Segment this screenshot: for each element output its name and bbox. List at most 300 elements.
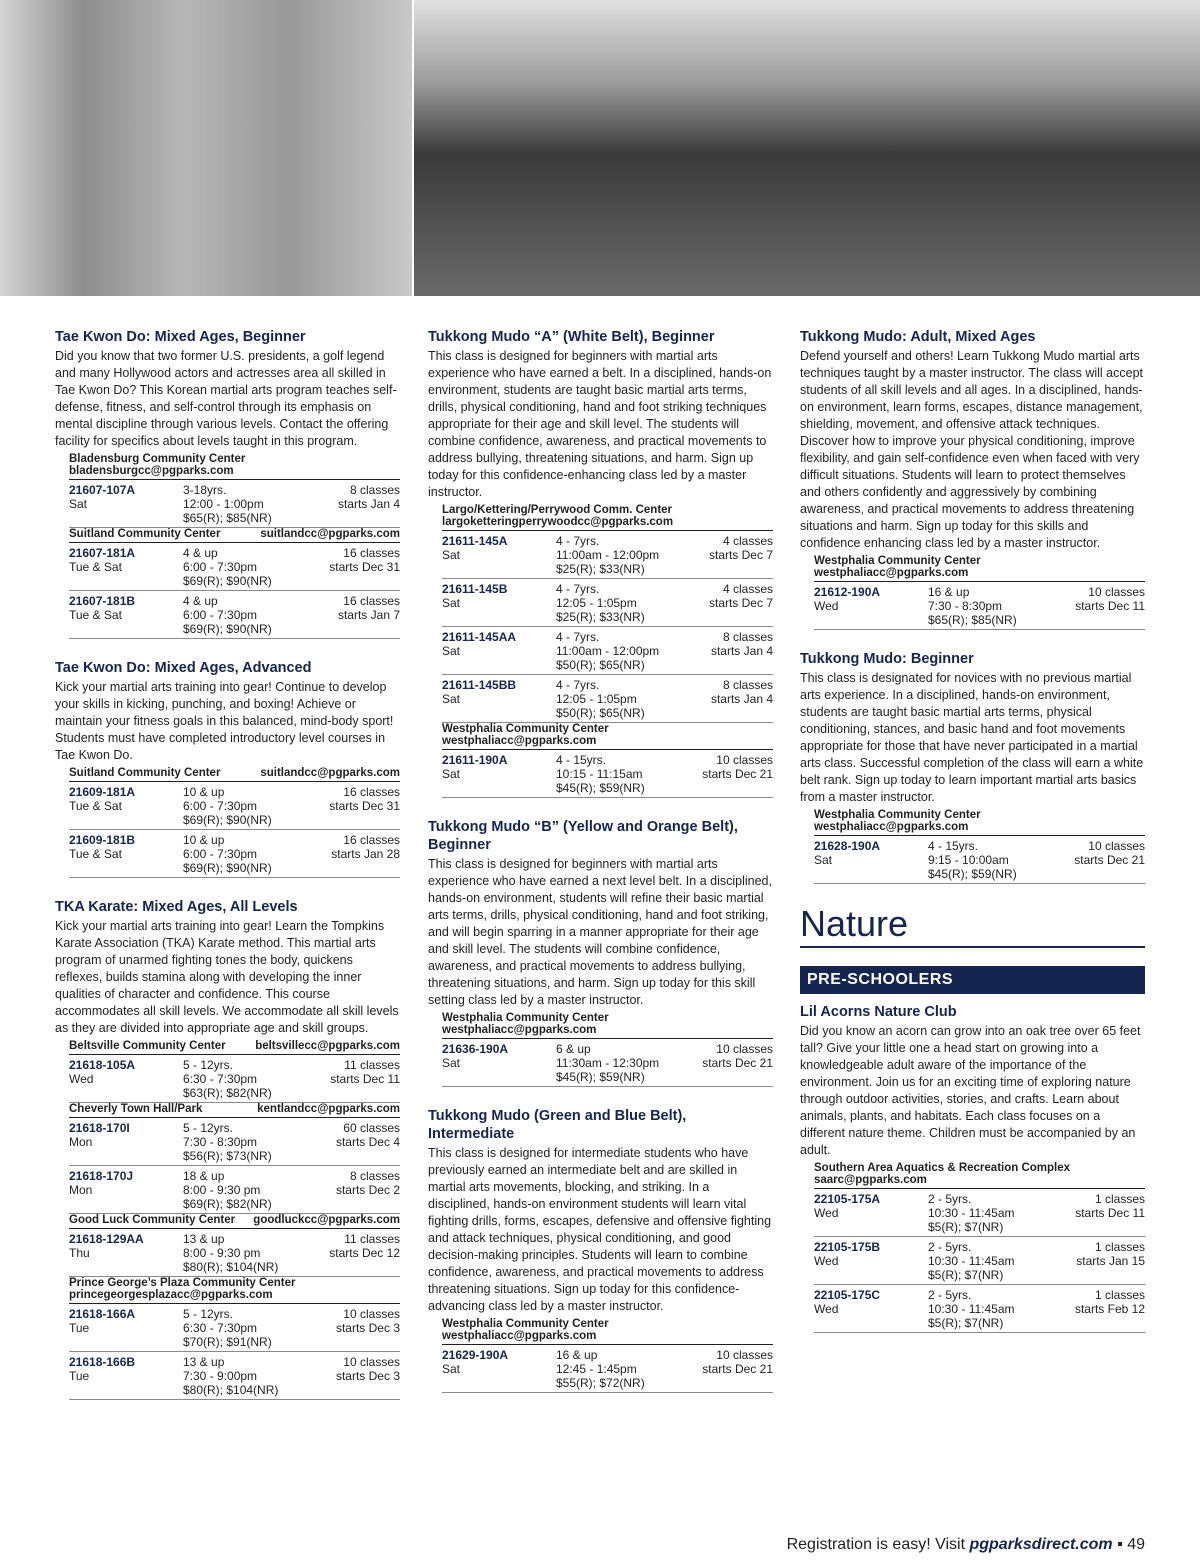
location-email[interactable]: westphaliacc@pgparks.com — [814, 821, 969, 833]
section-details — [183, 1355, 314, 1397]
section-id-cell — [69, 1058, 183, 1100]
section-id-cell — [69, 1355, 183, 1397]
section-days: Wed — [814, 1206, 839, 1220]
location-email[interactable]: bladensburgcc@pgparks.com — [69, 465, 234, 477]
section-ages: 4 - 15yrs. — [556, 753, 607, 767]
section-ages: 10 & up — [183, 833, 225, 847]
section-schedule — [687, 753, 773, 795]
section-start: starts Dec 4 — [335, 1135, 400, 1149]
course-code[interactable]: 22105-175C — [814, 1288, 881, 1302]
location-header — [69, 1103, 400, 1118]
section-time: 10:30 - 11:45am — [928, 1206, 1015, 1220]
section-schedule — [687, 678, 773, 720]
section-days: Wed — [814, 1302, 839, 1316]
header-photos — [0, 0, 1200, 296]
location-header — [69, 453, 400, 480]
page-number: ▪ 49 — [1112, 1536, 1145, 1553]
course-code[interactable]: 21618-166B — [69, 1355, 136, 1369]
section-id-cell — [69, 833, 183, 875]
section-schedule — [687, 630, 773, 672]
section-ages: 6 & up — [556, 1042, 591, 1056]
section-start: starts Dec 31 — [329, 560, 400, 574]
course-code[interactable]: 21611-145A — [442, 534, 508, 548]
schedule-table — [69, 453, 400, 639]
section-row — [814, 1189, 1145, 1237]
section-details — [183, 483, 314, 525]
section-classes: 8 classes — [349, 483, 400, 497]
section-details — [556, 753, 687, 795]
photo-karate-girl — [0, 0, 412, 296]
section-days: Tue — [69, 1369, 90, 1383]
section-row — [69, 1352, 400, 1400]
section-ages: 3-18yrs. — [183, 483, 227, 497]
section-details — [183, 1307, 314, 1349]
section-classes: 1 classes — [1094, 1240, 1145, 1254]
section-id-cell — [814, 1192, 928, 1234]
section-fee: $45(R); $59(NR) — [928, 867, 1017, 881]
section-schedule — [314, 1307, 400, 1349]
section-fee: $5(R); $7(NR) — [928, 1316, 1004, 1330]
section-start: starts Dec 11 — [1075, 599, 1145, 613]
location-name: Westphalia Community Center — [814, 555, 981, 567]
course-code[interactable]: 21618-170J — [69, 1169, 134, 1183]
section-time: 10:15 - 11:15am — [556, 767, 643, 781]
section-ages: 16 & up — [928, 585, 970, 599]
section-days: Tue & Sat — [69, 799, 122, 813]
section-time: 7:30 - 9:00pm — [183, 1369, 258, 1383]
section-ages: 5 - 12yrs. — [183, 1058, 234, 1072]
section-details — [183, 1121, 314, 1163]
section-id-cell — [69, 1169, 183, 1211]
section-row — [69, 1304, 400, 1352]
section-fee: $69(R); $90(NR) — [183, 622, 272, 636]
section-row — [814, 836, 1145, 884]
course-code[interactable]: 21618-166A — [69, 1307, 136, 1321]
schedule-table — [814, 809, 1145, 884]
section-ages: 4 - 7yrs. — [556, 678, 600, 692]
section-time: 10:30 - 11:45am — [928, 1302, 1015, 1316]
section-row — [69, 1166, 400, 1214]
section-details — [556, 678, 687, 720]
course-code[interactable]: 21607-181A — [69, 546, 136, 560]
section-start: starts Dec 21 — [702, 767, 773, 781]
section-classes: 11 classes — [344, 1232, 400, 1246]
course — [800, 1003, 1145, 1333]
course-code[interactable]: 21618-170I — [69, 1121, 130, 1135]
location-header — [442, 1012, 773, 1039]
course-description: Defend yourself and others! Learn Tukkong Mudo martial arts techniques taught by a master instructor. The class will accept students of all skill levels and all ages. In a disciplined, hands-on environment, learn forms, escapes, distance management, shielding, movement, and offensive attack techniques. Discover how to improve your physical conditioning, improve flexibility, and gain self-confidence even when faced with very difficult situations. Students will learn to protect themselves and others confidently and aggressively by combining awareness, and practical movements to address threatening situations and harm. Sign up today for this skills and confidence enhancing class led by a master instructor. — [800, 349, 1143, 550]
section-classes: 8 classes — [349, 1169, 400, 1183]
section-row — [69, 830, 400, 878]
course-code[interactable]: 21636-190A — [442, 1042, 509, 1056]
section-details — [183, 785, 314, 827]
location-name: Southern Area Aquatics & Recreation Complex — [814, 1162, 1071, 1174]
section-schedule — [314, 833, 400, 875]
section-schedule — [687, 1348, 773, 1390]
section-days: Sat — [442, 692, 461, 706]
course-code[interactable]: 21618-105A — [69, 1058, 136, 1072]
course — [55, 328, 400, 639]
section-days: Thu — [69, 1246, 90, 1260]
section-fee: $25(R); $33(NR) — [556, 610, 645, 624]
course — [428, 1107, 773, 1393]
section-classes: 16 classes — [343, 833, 400, 847]
section-time: 8:00 - 9:30 pm — [183, 1183, 261, 1197]
section-time: 6:00 - 7:30pm — [183, 560, 258, 574]
section-schedule — [1059, 1288, 1145, 1330]
section-time: 9:15 - 10:00am — [928, 853, 1009, 867]
location-header — [442, 504, 773, 531]
section-days: Wed — [814, 599, 839, 613]
section-ages: 2 - 5yrs. — [928, 1192, 972, 1206]
section-fee: $45(R); $59(NR) — [556, 781, 645, 795]
section-id-cell — [814, 585, 928, 627]
section-schedule — [1059, 1240, 1145, 1282]
location-email[interactable]: goodluckcc@pgparks.com — [253, 1214, 400, 1226]
section-fee: $80(R); $104(NR) — [183, 1260, 279, 1274]
course-code[interactable]: 22105-175B — [814, 1240, 881, 1254]
section-days: Mon — [69, 1183, 93, 1197]
section-classes: 1 classes — [1094, 1192, 1145, 1206]
location-name: Cheverly Town Hall/Park — [69, 1103, 203, 1115]
section-time: 10:30 - 11:45am — [928, 1254, 1015, 1268]
location-name: Largo/Kettering/Perrywood Comm. Center — [442, 504, 673, 516]
section-id-cell — [69, 1232, 183, 1274]
section-schedule — [314, 1058, 400, 1100]
section-schedule — [314, 1169, 400, 1211]
location-email[interactable]: princegeorgesplazacc@pgparks.com — [69, 1289, 273, 1301]
section-time: 6:00 - 7:30pm — [183, 847, 258, 861]
course — [428, 818, 773, 1087]
location-header — [814, 809, 1145, 836]
location-name: Westphalia Community Center — [442, 723, 609, 735]
section-details — [183, 1058, 314, 1100]
course — [800, 650, 1145, 884]
location-name: Beltsville Community Center — [69, 1040, 226, 1052]
section-details — [556, 1042, 687, 1084]
course-title: Tukkong Mudo (Green and Blue Belt), Intermediate — [428, 1108, 687, 1142]
section-schedule — [687, 582, 773, 624]
course-description: Did you know that two former U.S. presidents, a golf legend and many Hollywood actors and actresses area all skilled in Tae Kwon Do? This Korean martial arts program teaches self-defense, fitness, and self-control through its emphasis on mental discipline through various levels. Contact the offering facility for specifics about levels taught in this program. — [55, 349, 397, 448]
section-start: starts Dec 12 — [329, 1246, 400, 1260]
section-id-cell — [442, 630, 556, 672]
location-email[interactable]: beltsvillecc@pgparks.com — [255, 1040, 400, 1052]
section-id-cell — [442, 534, 556, 576]
section-ages: 13 & up — [183, 1355, 225, 1369]
footer-link[interactable]: pgparksdirect.com — [969, 1536, 1113, 1553]
section-row — [442, 579, 773, 627]
section-schedule — [1059, 585, 1145, 627]
section-start: starts Jan 4 — [710, 644, 773, 658]
course-code[interactable]: 21607-107A — [69, 483, 136, 497]
section-row — [69, 1229, 400, 1277]
section-fee: $55(R); $72(NR) — [556, 1376, 645, 1390]
section-classes: 10 classes — [1088, 839, 1145, 853]
section-classes: 10 classes — [343, 1307, 400, 1321]
section-days: Sat — [442, 767, 461, 781]
section-fee: $69(R); $90(NR) — [183, 813, 272, 827]
location-name: Westphalia Community Center — [442, 1012, 609, 1024]
location-email[interactable]: westphaliacc@pgparks.com — [442, 1024, 597, 1036]
course-code[interactable]: 21612-190A — [814, 585, 881, 599]
section-ages: 4 & up — [183, 546, 218, 560]
section-fee: $50(R); $65(NR) — [556, 706, 645, 720]
course-code[interactable]: 21609-181A — [69, 785, 136, 799]
course-description: This class is designed for intermediate students who have previously earned an intermediate belt and are skilled in martial arts movements, blocking, and striking. In a disciplined, hands-on environment students will learn vital fighting drills, forms, escapes, defensive and offensive fighting and attack techniques, physical conditioning, and good decision-making principles. Students will learn to combine confidence, awareness, and practical movements to address threatening situations. Sign up today for this confidence-advancing class led by a master instructor. — [428, 1146, 772, 1313]
section-id-cell — [442, 678, 556, 720]
course-code[interactable]: 21629-190A — [442, 1348, 509, 1362]
section-details — [183, 1169, 314, 1211]
section-details — [556, 630, 687, 672]
section-row — [69, 1118, 400, 1166]
section-classes: 10 classes — [1088, 585, 1145, 599]
course-code[interactable]: 21609-181B — [69, 833, 136, 847]
section-ages: 10 & up — [183, 785, 225, 799]
location-header — [69, 767, 400, 782]
footer-text: Registration is easy! Visit — [786, 1536, 970, 1553]
section-id-cell — [69, 1307, 183, 1349]
section-start: starts Dec 3 — [335, 1369, 400, 1383]
section-id-cell — [814, 1240, 928, 1282]
section-fee: $45(R); $59(NR) — [556, 1070, 645, 1084]
page-footer — [787, 1536, 1145, 1554]
section-time: 11:00am - 12:00pm — [556, 644, 660, 658]
section-time: 7:30 - 8:30pm — [928, 599, 1003, 613]
section-id-cell — [442, 582, 556, 624]
section-details — [183, 546, 314, 588]
section-schedule — [314, 546, 400, 588]
course-description: This class is designated for novices with no previous martial arts experience. In a disciplined, hands-on environment, students are taught basic martial arts terms, physical conditioning, stances, and basic hand and foot movements appropriate for those that have never participated in a martial arts class. Successful completion of the class will earn a white belt rank. Sign up today to learn important martial arts basics from a master instructor. — [800, 671, 1144, 804]
location-email[interactable]: kentlandcc@pgparks.com — [257, 1103, 400, 1115]
section-ages: 5 - 12yrs. — [183, 1307, 234, 1321]
section-start: starts Jan 28 — [331, 847, 400, 861]
location-name: Suitland Community Center — [69, 528, 221, 540]
section-time: 12:00 - 1:00pm — [183, 497, 264, 511]
schedule-table — [814, 1162, 1145, 1333]
section-fee: $56(R); $73(NR) — [183, 1149, 272, 1163]
course-code[interactable]: 21628-190A — [814, 839, 881, 853]
location-header — [69, 1214, 400, 1229]
section-start: starts Jan 4 — [710, 692, 773, 706]
section-classes: 11 classes — [344, 1058, 400, 1072]
course-title: Tae Kwon Do: Mixed Ages, Advanced — [55, 660, 312, 676]
section-id-cell — [69, 483, 183, 525]
section-ages: 16 & up — [556, 1348, 598, 1362]
section-ages: 18 & up — [183, 1169, 225, 1183]
section-ages: 4 - 15yrs. — [928, 839, 979, 853]
section-fee: $65(R); $85(NR) — [928, 613, 1017, 627]
location-email[interactable]: suitlandcc@pgparks.com — [260, 528, 400, 540]
section-fee: $63(R); $82(NR) — [183, 1086, 272, 1100]
section-schedule — [314, 785, 400, 827]
section-time: 12:45 - 1:45pm — [556, 1362, 637, 1376]
course-description: This class is designed for beginners with martial arts experience who have earned a belt. In a disciplined, hands-on environment, students are taught basic martial arts terms, drills, physical conditioning, hand and foot striking techniques appropriate for their age and skill level. The students will combine confidence, awareness, and practical movements to address bullying, threatening situations, and harm. Sign up today for this confidence-enhancing class led by a master instructor. — [428, 349, 772, 499]
location-header — [69, 1040, 400, 1055]
category-band: PRE-SCHOOLERS — [800, 966, 1145, 994]
section-fee: $69(R); $82(NR) — [183, 1197, 272, 1211]
location-name: Westphalia Community Center — [442, 1318, 609, 1330]
section-time: 6:00 - 7:30pm — [183, 608, 258, 622]
section-id-cell — [814, 1288, 928, 1330]
course-code[interactable]: 21611-190A — [442, 753, 508, 767]
section-start: starts Dec 21 — [702, 1056, 773, 1070]
section-schedule — [314, 1121, 400, 1163]
section-row — [814, 1237, 1145, 1285]
section-start: starts Jan 4 — [337, 497, 400, 511]
section-fee: $69(R); $90(NR) — [183, 574, 272, 588]
location-email[interactable]: westphaliacc@pgparks.com — [442, 1330, 597, 1342]
section-start: starts Jan 15 — [1076, 1254, 1145, 1268]
location-name: Westphalia Community Center — [814, 809, 981, 821]
section-start: starts Dec 3 — [335, 1321, 400, 1335]
section-row — [442, 1345, 773, 1393]
location-name: Suitland Community Center — [69, 767, 221, 779]
section-fee: $5(R); $7(NR) — [928, 1268, 1004, 1282]
section-classes: 4 classes — [722, 582, 773, 596]
course-code[interactable]: 21611-145B — [442, 582, 508, 596]
section-days: Tue & Sat — [69, 560, 122, 574]
section-start: starts Dec 7 — [708, 596, 773, 610]
section-fee: $25(R); $33(NR) — [556, 562, 645, 576]
section-row — [814, 1285, 1145, 1333]
section-row — [442, 627, 773, 675]
course — [55, 898, 400, 1400]
section-start: starts Dec 7 — [708, 548, 773, 562]
section-row — [442, 1039, 773, 1087]
section-details — [928, 1240, 1059, 1282]
section-time: 6:00 - 7:30pm — [183, 799, 258, 813]
section-fee: $70(R); $91(NR) — [183, 1335, 272, 1349]
section-row — [814, 582, 1145, 630]
section-classes: 60 classes — [343, 1121, 400, 1135]
section-days: Sat — [814, 853, 833, 867]
location-name: Good Luck Community Center — [69, 1214, 236, 1226]
course-description: Kick your martial arts training into gear! Learn the Tompkins Karate Association (TKA) Karate method. This martial arts program of unarmed fighting tones the body, quickens reflexes, builds stamina along with developing the inner qualities of character and confidence. This course accommodates all skill levels. We accommodate all skill levels as they are divided into appropriate age and skill groups. — [55, 919, 399, 1035]
section-classes: 1 classes — [1094, 1288, 1145, 1302]
section-time: 7:30 - 8:30pm — [183, 1135, 258, 1149]
course — [428, 328, 773, 798]
course-code[interactable]: 21611-145BB — [442, 678, 517, 692]
section-schedule — [1059, 839, 1145, 881]
location-header — [69, 528, 400, 543]
section-details — [556, 1348, 687, 1390]
course-code[interactable]: 22105-175A — [814, 1192, 881, 1206]
section-days: Sat — [442, 644, 461, 658]
section-classes: 10 classes — [716, 1042, 773, 1056]
section-classes: 16 classes — [343, 594, 400, 608]
section-classes: 10 classes — [343, 1355, 400, 1369]
course-title: Tukkong Mudo “B” (Yellow and Orange Belt), Beginner — [428, 819, 738, 853]
section-classes: 10 classes — [716, 753, 773, 767]
section-ages: 13 & up — [183, 1232, 225, 1246]
section-details — [928, 1192, 1059, 1234]
section-details — [928, 585, 1059, 627]
section-classes: 10 classes — [716, 1348, 773, 1362]
section-start: starts Jan 7 — [337, 608, 400, 622]
location-email[interactable]: largoketteringperrywoodcc@pgparks.com — [442, 516, 674, 528]
section-schedule — [314, 594, 400, 636]
course — [800, 328, 1145, 630]
section-fee: $50(R); $65(NR) — [556, 658, 645, 672]
section-classes: 4 classes — [722, 534, 773, 548]
course-description: Kick your martial arts training into gear! Continue to develop your skills in kicking, punching, and boxing! Achieve or maintain your fitness goals in this balanced, mind-body sport! Students must have completed introductory level courses in Tae Kwon Do. — [55, 680, 394, 762]
section-start: starts Dec 21 — [1074, 853, 1145, 867]
section-fee: $80(R); $104(NR) — [183, 1383, 279, 1397]
section-start: starts Feb 12 — [1074, 1302, 1145, 1316]
section-row — [442, 675, 773, 723]
section-ages: 2 - 5yrs. — [928, 1288, 972, 1302]
location-email[interactable]: suitlandcc@pgparks.com — [260, 767, 400, 779]
location-email[interactable]: westphaliacc@pgparks.com — [814, 567, 969, 579]
schedule-table — [442, 1012, 773, 1087]
section-start: starts Dec 11 — [1075, 1206, 1145, 1220]
section-schedule — [314, 1232, 400, 1274]
location-email[interactable]: westphaliacc@pgparks.com — [442, 735, 597, 747]
course-code[interactable]: 21611-145AA — [442, 630, 517, 644]
section-fee: $69(R); $90(NR) — [183, 861, 272, 875]
section-details — [928, 1288, 1059, 1330]
course-code[interactable]: 21618-129AA — [69, 1232, 144, 1246]
location-email[interactable]: saarc@pgparks.com — [814, 1174, 927, 1186]
course-title: Tae Kwon Do: Mixed Ages, Beginner — [55, 329, 306, 345]
section-details — [183, 594, 314, 636]
section-days: Tue & Sat — [69, 847, 122, 861]
section-days: Sat — [442, 1056, 461, 1070]
section-start: starts Dec 11 — [330, 1072, 400, 1086]
section-time: 11:00am - 12:00pm — [556, 548, 660, 562]
section-time: 6:30 - 7:30pm — [183, 1072, 258, 1086]
course-title: Tukkong Mudo: Adult, Mixed Ages — [800, 329, 1036, 345]
section-details — [556, 582, 687, 624]
section-details — [183, 1232, 314, 1274]
section-days: Sat — [442, 1362, 461, 1376]
section-ages: 4 - 7yrs. — [556, 534, 600, 548]
section-id-cell — [442, 1348, 556, 1390]
section-details — [183, 833, 314, 875]
section-days: Mon — [69, 1135, 93, 1149]
schedule-table — [442, 1318, 773, 1393]
section-schedule — [314, 1355, 400, 1397]
section-id-cell — [442, 1042, 556, 1084]
section-heading: Nature — [800, 904, 1145, 948]
course-code[interactable]: 21607-181B — [69, 594, 136, 608]
course-title: Lil Acorns Nature Club — [800, 1004, 957, 1020]
section-classes: 16 classes — [343, 785, 400, 799]
location-header — [442, 723, 773, 750]
section-ages: 5 - 12yrs. — [183, 1121, 234, 1135]
column-1 — [55, 328, 400, 1420]
section-start: starts Dec 2 — [335, 1183, 400, 1197]
section-days: Tue — [69, 1321, 90, 1335]
section-id-cell — [69, 594, 183, 636]
course-title: Tukkong Mudo: Beginner — [800, 651, 974, 667]
section-days: Tue & Sat — [69, 608, 122, 622]
section-row — [69, 1055, 400, 1103]
section-time: 8:00 - 9:30 pm — [183, 1246, 261, 1260]
section-id-cell — [69, 546, 183, 588]
column-3 — [800, 328, 1145, 1353]
section-row — [69, 591, 400, 639]
section-schedule — [687, 1042, 773, 1084]
course-description: Did you know an acorn can grow into an oak tree over 65 feet tall? Give your little one a head start on growing into a knowledgeable adult aware of the importance of the environment. Join us for an exciting time of exploring nature through outdoor activities, stories, and crafts. Learn about animals, plants, and habitats. Each class focuses on a different nature theme. Children must be accompanied by an adult. — [800, 1024, 1141, 1157]
section-row — [442, 531, 773, 579]
section-days: Sat — [442, 596, 461, 610]
section-ages: 4 & up — [183, 594, 218, 608]
section-days: Wed — [814, 1254, 839, 1268]
schedule-table — [69, 1040, 400, 1400]
location-header — [69, 1277, 400, 1304]
section-schedule — [1059, 1192, 1145, 1234]
